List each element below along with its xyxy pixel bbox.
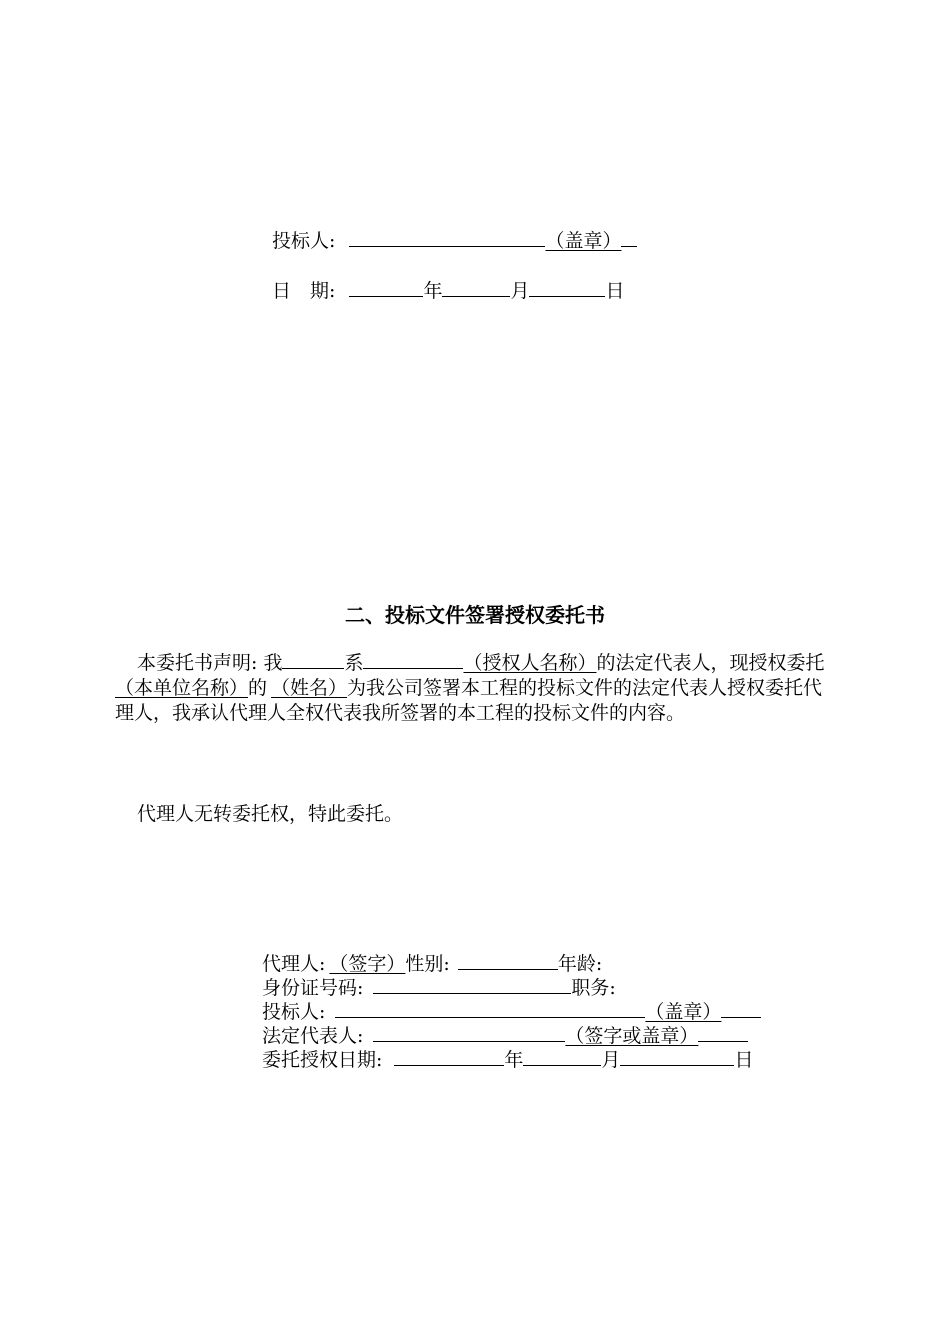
agent-label: 代理人: bbox=[262, 953, 326, 975]
underline-tail-2 bbox=[721, 999, 761, 1018]
legal-rep-line bbox=[262, 1021, 748, 1048]
authorization-paragraph bbox=[115, 650, 835, 726]
grantor-name-field[interactable] bbox=[282, 650, 344, 669]
auth-year-field[interactable] bbox=[394, 1047, 504, 1066]
day-label: 日 bbox=[605, 280, 625, 302]
unit-name-note: （本单位名称） bbox=[115, 677, 249, 699]
p1-rest: 为我公司签署本工程的投标文件的法定代表人授权委托代理人，我承认代理人全权代表我所签署的本工程的投标文件的内容。 bbox=[115, 677, 823, 724]
auth-month-field[interactable] bbox=[523, 1047, 601, 1066]
year-label: 年 bbox=[423, 280, 443, 302]
auth-date-label: 委托授权日期: bbox=[262, 1049, 383, 1071]
p1-intro: 本委托书声明: 我 bbox=[137, 652, 283, 674]
grantor-org-field[interactable] bbox=[363, 650, 463, 669]
seal-note: （盖章） bbox=[545, 230, 622, 252]
bidder-seal-line bbox=[262, 997, 761, 1024]
auth-day-label: 日 bbox=[734, 1049, 754, 1071]
day-field[interactable] bbox=[529, 278, 605, 297]
bidder-name-field[interactable] bbox=[349, 228, 545, 247]
bidder-line bbox=[272, 226, 637, 253]
section-title: 二、投标文件签署授权委托书 bbox=[345, 603, 605, 627]
agent-line bbox=[262, 949, 602, 976]
position-label: 职务: bbox=[571, 977, 616, 999]
name-note: （姓名） bbox=[271, 677, 348, 699]
age-label: 年龄: bbox=[557, 953, 603, 975]
grantor-name-note: （授权人名称） bbox=[463, 652, 597, 674]
p1-legal-rep: 的法定代表人，现授权委托 bbox=[596, 652, 825, 674]
year-field[interactable] bbox=[349, 278, 423, 297]
month-label: 月 bbox=[510, 280, 530, 302]
gender-label: 性别: bbox=[405, 953, 450, 975]
legal-rep-note: （签字或盖章） bbox=[565, 1025, 699, 1047]
p1-is: 系 bbox=[344, 652, 364, 674]
gender-field[interactable] bbox=[458, 951, 558, 970]
id-field[interactable] bbox=[373, 975, 571, 994]
bidder-label-2: 投标人: bbox=[262, 1001, 326, 1023]
seal-note-2: （盖章） bbox=[645, 1001, 722, 1023]
date-label: 日 期: bbox=[272, 280, 336, 302]
bidder-label: 投标人: bbox=[272, 230, 336, 252]
bidder-field-2[interactable] bbox=[335, 999, 645, 1018]
month-field[interactable] bbox=[442, 278, 510, 297]
id-line bbox=[262, 973, 616, 1000]
agent-sign-note: （签字） bbox=[329, 953, 406, 975]
p1-of: 的 bbox=[248, 677, 268, 699]
date-line bbox=[272, 276, 625, 303]
auth-year-label: 年 bbox=[504, 1049, 524, 1071]
no-subdelegation-paragraph: 代理人无转委托权，特此委托。 bbox=[137, 803, 404, 825]
underline-tail-3 bbox=[698, 1023, 748, 1042]
legal-rep-label: 法定代表人: bbox=[262, 1025, 364, 1047]
auth-month-label: 月 bbox=[601, 1049, 621, 1071]
legal-rep-field[interactable] bbox=[373, 1023, 565, 1042]
underline-tail bbox=[621, 228, 637, 247]
auth-date-line bbox=[262, 1045, 753, 1072]
auth-day-field[interactable] bbox=[620, 1047, 734, 1066]
id-label: 身份证号码: bbox=[262, 977, 364, 999]
